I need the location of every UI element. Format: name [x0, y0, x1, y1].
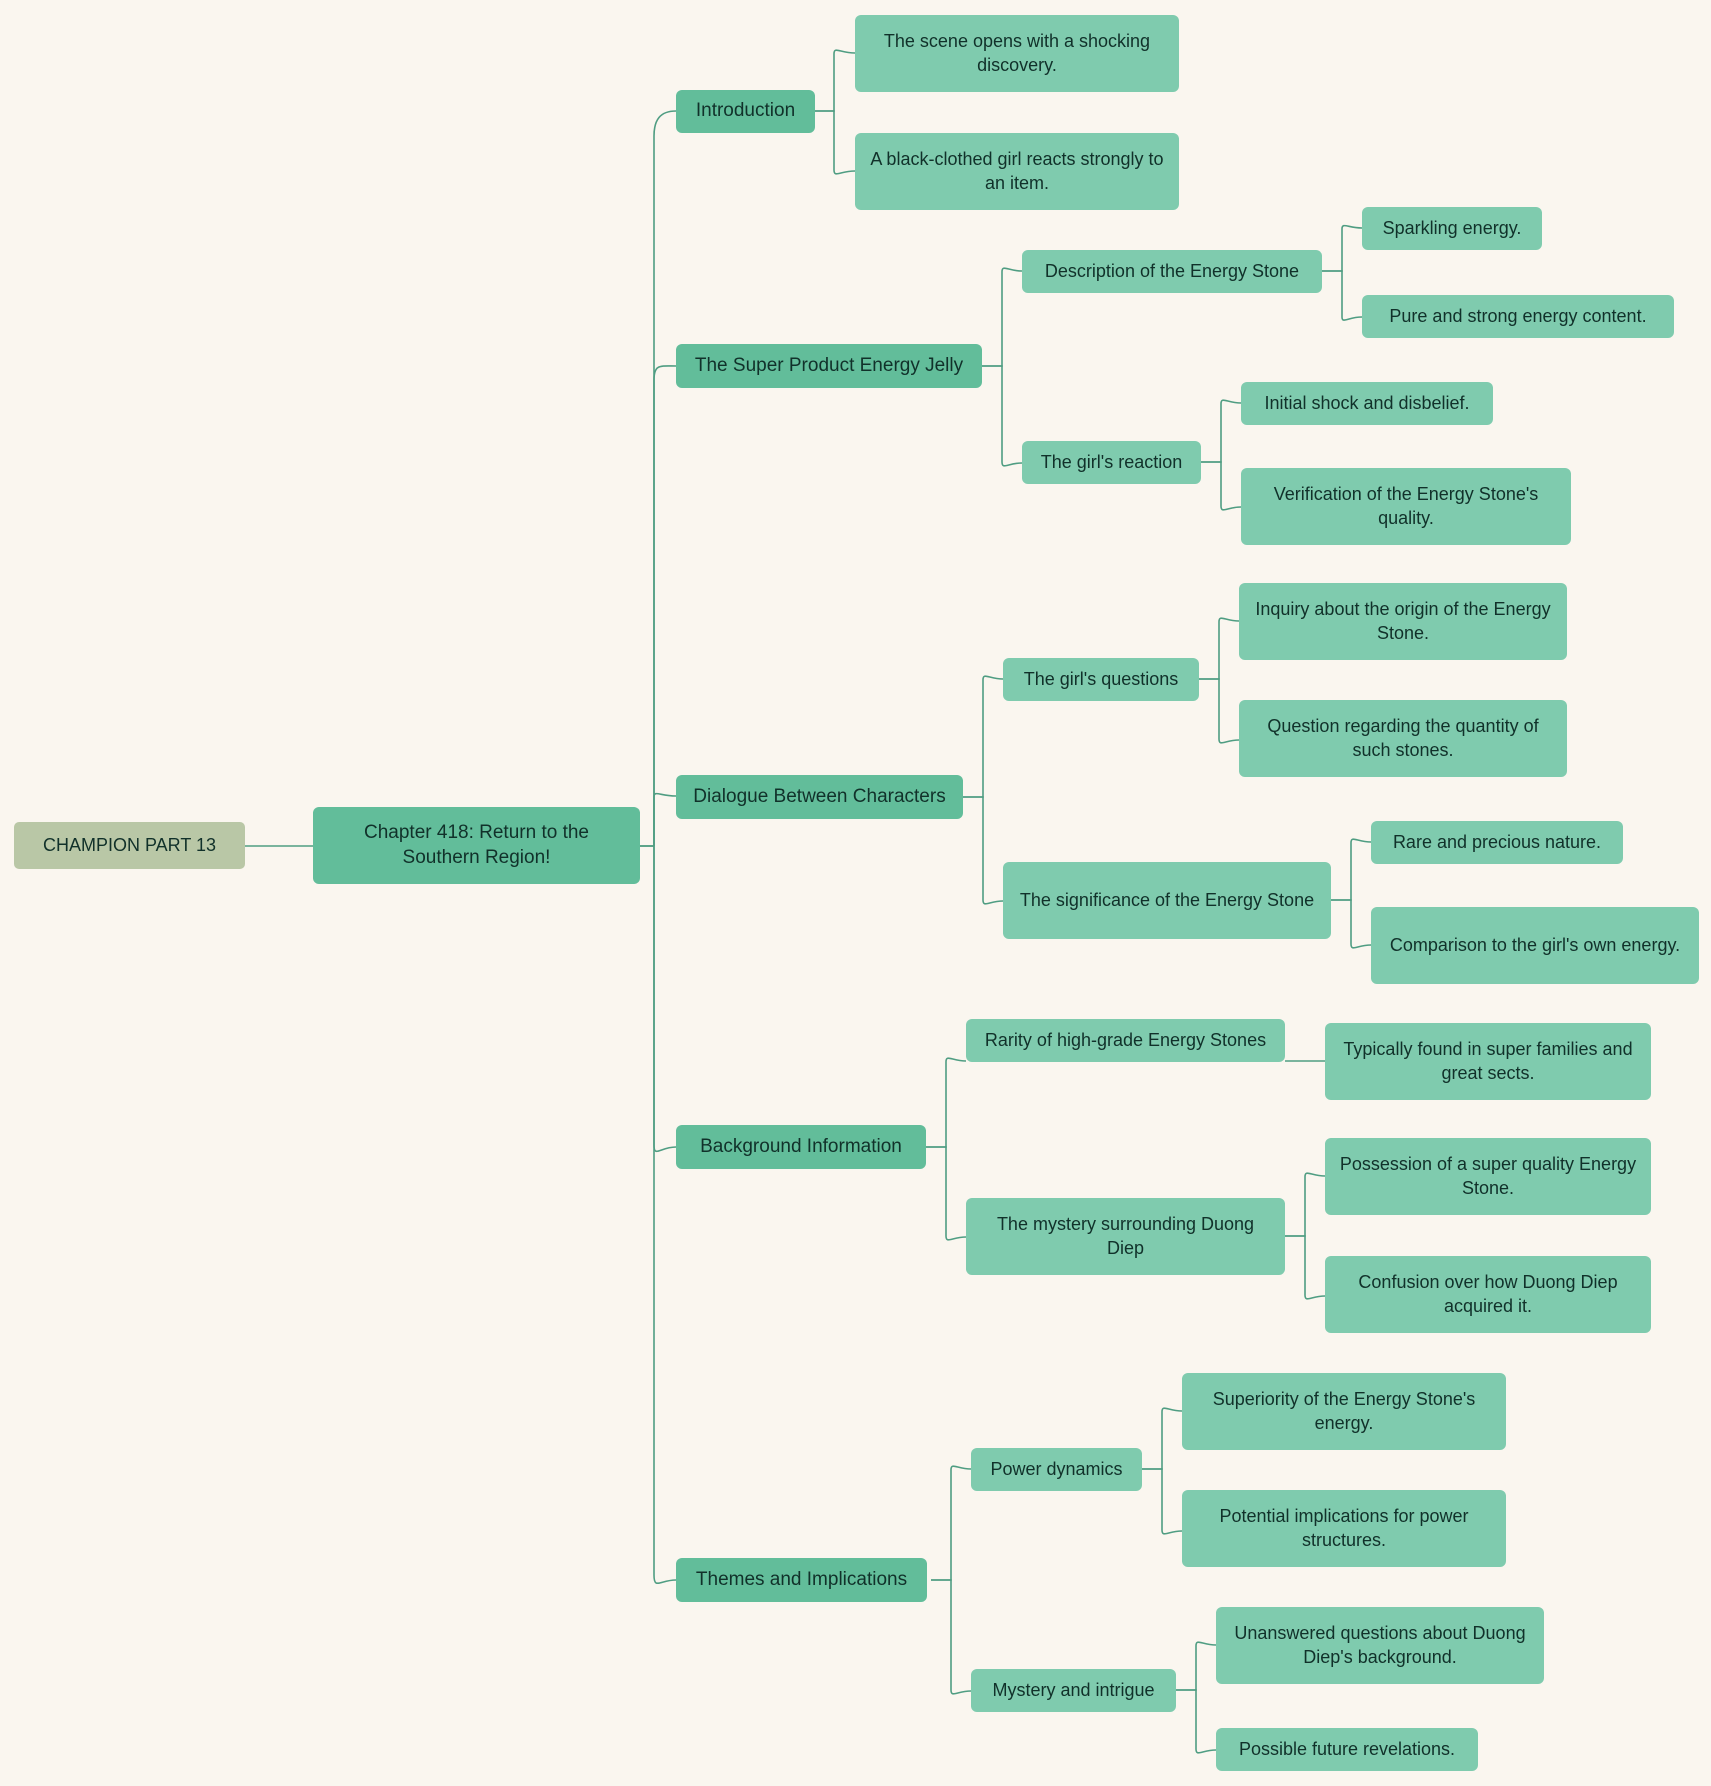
- node-label: Mystery and intrigue: [992, 1679, 1155, 1700]
- node-initial-shock[interactable]: [1241, 382, 1493, 425]
- node-label: The significance of the Energy Stone: [1019, 889, 1315, 910]
- node-label: Possession of a super quality Energy Stone.: [1339, 1154, 1637, 1198]
- node-label: Possible future revelations.: [1238, 1738, 1456, 1759]
- node-label: Inquiry about the origin of the Energy Stone.: [1255, 599, 1551, 643]
- node-label: Themes and Implications: [695, 1568, 908, 1590]
- node-verification-quality[interactable]: [1241, 468, 1571, 545]
- node-girls-reaction[interactable]: [1022, 441, 1201, 484]
- node-mystery-duong-diep[interactable]: [966, 1198, 1285, 1275]
- node-super-product-energy-jelly[interactable]: [676, 344, 982, 388]
- node-future-revelations[interactable]: [1216, 1728, 1478, 1771]
- node-comparison-girls-energy[interactable]: [1371, 907, 1699, 984]
- node-label: Initial shock and disbelief.: [1264, 392, 1470, 413]
- node-label: Superiority of the Energy Stone's energy.: [1212, 1389, 1476, 1433]
- node-root[interactable]: [14, 822, 245, 869]
- node-possession-super-quality[interactable]: [1325, 1138, 1651, 1215]
- node-mystery-and-intrigue[interactable]: [971, 1669, 1176, 1712]
- node-label: The mystery surrounding Duong Diep: [996, 1214, 1255, 1258]
- node-label: Introduction: [695, 100, 796, 122]
- node-label: Description of the Energy Stone: [1044, 260, 1300, 281]
- node-label: Dialogue Between Characters: [693, 785, 946, 807]
- node-intro-child-1[interactable]: [855, 15, 1179, 92]
- node-unanswered-questions[interactable]: [1216, 1607, 1544, 1684]
- node-significance-energy-stone[interactable]: [1003, 862, 1331, 939]
- node-implications-power-structures[interactable]: [1182, 1490, 1506, 1567]
- node-description-energy-stone[interactable]: [1022, 250, 1322, 293]
- node-intro-child-2[interactable]: [855, 133, 1179, 210]
- node-rare-precious[interactable]: [1371, 821, 1623, 864]
- node-label: Rare and precious nature.: [1392, 831, 1602, 852]
- node-label: Verification of the Energy Stone's quality.: [1273, 484, 1539, 528]
- node-label: Background Information: [700, 1135, 902, 1157]
- node-dialogue-between-characters[interactable]: [676, 775, 963, 819]
- node-label: The girl's questions: [1023, 668, 1179, 689]
- node-label: Comparison to the girl's own energy.: [1389, 934, 1681, 955]
- node-superiority-energy[interactable]: [1182, 1373, 1506, 1450]
- node-label: The girl's reaction: [1040, 451, 1183, 472]
- node-label: Question regarding the quantity of such stones.: [1267, 716, 1539, 760]
- node-introduction[interactable]: [676, 90, 815, 133]
- node-pure-strong-energy[interactable]: [1362, 295, 1674, 338]
- node-label: Typically found in super families and great sects.: [1343, 1039, 1633, 1083]
- node-label: Chapter 418: Return to the Southern Region!: [364, 822, 589, 868]
- node-sparkling-energy[interactable]: [1362, 207, 1542, 250]
- node-themes-and-implications[interactable]: [676, 1558, 927, 1602]
- node-label: CHAMPION PART 13: [42, 834, 217, 855]
- node-label: Sparkling energy.: [1382, 217, 1522, 238]
- node-typically-found[interactable]: [1325, 1023, 1651, 1100]
- node-label: Rarity of high-grade Energy Stones: [984, 1029, 1267, 1050]
- node-label: Pure and strong energy content.: [1389, 305, 1647, 326]
- node-background-information[interactable]: [676, 1125, 926, 1169]
- node-label: Power dynamics: [990, 1458, 1123, 1479]
- node-label: Confusion over how Duong Diep acquired it.: [1358, 1272, 1618, 1316]
- node-chapter[interactable]: [313, 807, 640, 884]
- node-power-dynamics[interactable]: [971, 1448, 1142, 1491]
- node-label: A black-clothed girl reacts strongly to an item.: [870, 149, 1164, 193]
- node-label: The Super Product Energy Jelly: [694, 354, 964, 376]
- node-label: Unanswered questions about Duong Diep's background.: [1234, 1623, 1526, 1667]
- node-question-quantity[interactable]: [1239, 700, 1567, 777]
- node-rarity-high-grade[interactable]: [966, 1019, 1285, 1062]
- node-label: The scene opens with a shocking discovery.: [883, 31, 1151, 75]
- node-inquiry-origin[interactable]: [1239, 583, 1567, 660]
- node-girls-questions[interactable]: [1003, 658, 1199, 701]
- node-confusion-acquired[interactable]: [1325, 1256, 1651, 1333]
- node-label: Potential implications for power structures.: [1219, 1506, 1469, 1550]
